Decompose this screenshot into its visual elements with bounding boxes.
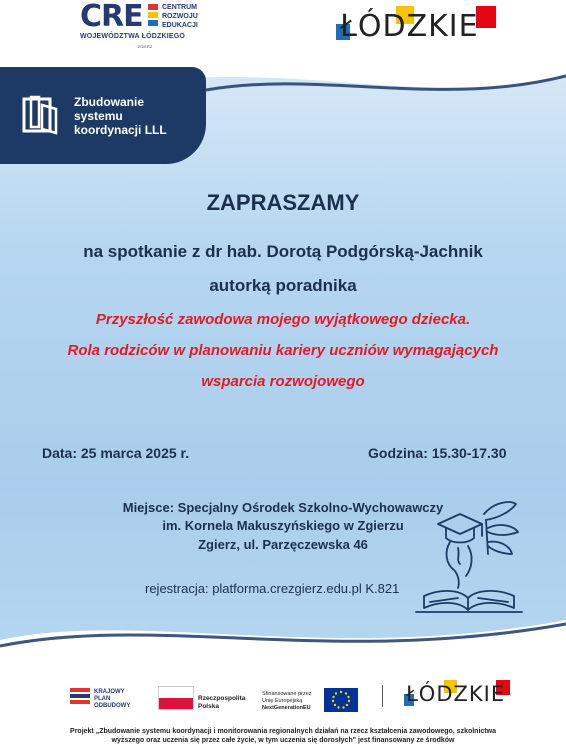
place-line-3: Zgierz, ul. Parzęczewska 46	[198, 537, 368, 552]
heading-invite: ZAPRASZAMY	[206, 190, 360, 215]
meeting-line: na spotkanie z dr hab. Dorotą Podgórską-Jachnik	[83, 242, 483, 261]
lodzkie-footer-wordmark: ŁÓDZKIE	[406, 682, 506, 706]
place-line-2: im. Kornela Makuszyńskiego w Zgierzu	[162, 518, 404, 533]
book-title-line-2: Rola rodziców w planowaniu kariery uczniów wymagających	[67, 342, 499, 359]
book-title-line-1: Przyszłość zawodowa mojego wyjątkowego dziecka.	[95, 311, 471, 328]
kpo-logo	[70, 680, 150, 716]
event-hour: Godzina: 15.30-17.30	[368, 445, 507, 461]
place-line-1: Miejsce: Specjalny Ośrodek Szkolno-Wychowawczy	[122, 500, 444, 515]
project-note: Projekt „Zbudowanie systemu koordynacji i monitorowania regionalnych działań na rzecz kształcenia zawodowego, szkolnictwa wyższego oraz uczenia się przez całe życie, w tym uczenia się dorosłych" jest finansowany ze środków	[70, 728, 496, 744]
lodzkie-logo	[336, 6, 496, 46]
author-line: autorką poradnika	[209, 276, 357, 295]
lodzkie-wordmark: ŁÓDZKIE	[340, 9, 479, 44]
eu-flag-icon	[324, 688, 358, 712]
lodzkie-footer-logo	[404, 680, 514, 712]
cre-subtitle: WOJEWÓDZTWA ŁÓDZKIEGO	[80, 33, 186, 40]
graduate-reading-book-icon	[414, 498, 524, 616]
footer-separator	[382, 685, 383, 707]
eu-text: Sfinansowane przez Unię Europejską NextGenerationEU	[262, 691, 312, 711]
cre-city: ZGIERZ	[137, 44, 153, 49]
project-banner	[0, 67, 206, 164]
kpo-mark-icon	[70, 686, 90, 706]
eu-logo	[262, 680, 362, 716]
cre-mark: CRE	[80, 0, 143, 34]
book-title-line-3: wsparcia rozwojowego	[201, 373, 365, 390]
polish-flag-icon	[158, 686, 194, 710]
banner-title: Zbudowanie systemu koordynacji LLL	[74, 95, 167, 137]
rp-text: Rzeczpospolita Polska	[198, 695, 246, 710]
cre-color-bars	[148, 4, 158, 30]
book-stack-logo-icon	[22, 95, 60, 135]
registration-info: rejestracja: platforma.crezgierz.edu.pl K.821	[145, 581, 400, 596]
cre-logo	[80, 2, 210, 52]
cre-name-lines: CENTRUM ROZWOJU EDUKACJI	[162, 4, 198, 29]
event-date: Data: 25 marca 2025 r.	[42, 445, 190, 461]
rzeczpospolita-logo	[158, 682, 248, 712]
kpo-text: KRAJOWY PLAN ODBUDOWY	[94, 689, 131, 709]
